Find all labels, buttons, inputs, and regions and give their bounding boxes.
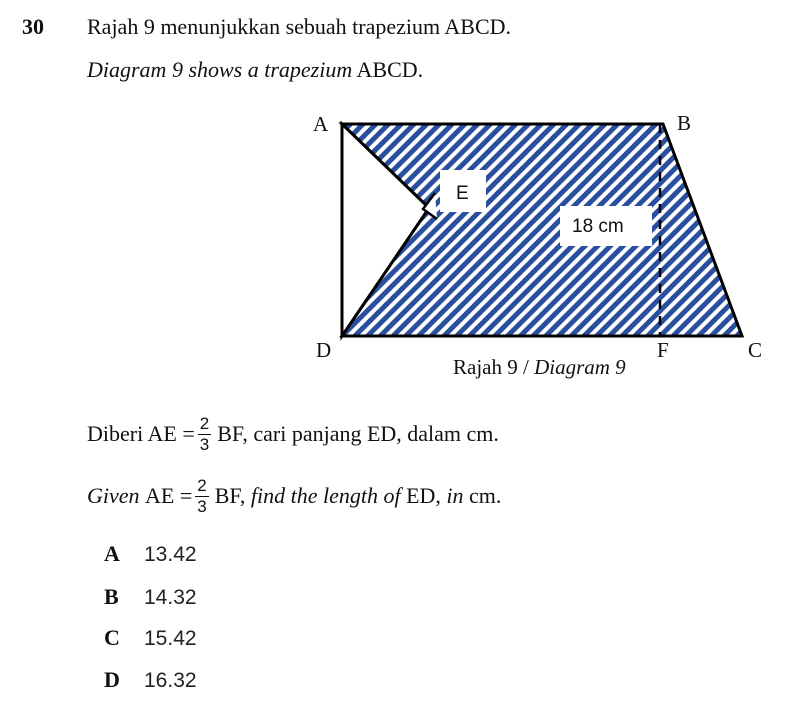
fraction-numerator: 2 — [197, 476, 207, 495]
diagram-caption — [453, 355, 626, 380]
option-letter: D — [104, 667, 120, 692]
option-c[interactable] — [104, 625, 197, 651]
given-en-in: in — [446, 483, 464, 509]
vertex-label-a: A — [313, 112, 329, 136]
fraction-two-thirds — [198, 415, 211, 454]
given-en-unit: cm. — [469, 483, 502, 509]
option-value: 14.32 — [144, 586, 197, 609]
option-value: 16.32 — [144, 669, 197, 692]
vertex-label-b: B — [677, 111, 692, 135]
vertex-label-c: C — [748, 338, 763, 362]
given-en-mid-italic: find the length of — [250, 483, 401, 509]
vertex-label-e: E — [456, 183, 469, 204]
option-letter: B — [104, 584, 119, 609]
option-letter: C — [104, 625, 120, 650]
option-d[interactable] — [104, 667, 197, 693]
vertex-label-d: D — [316, 338, 332, 362]
option-letter: A — [104, 541, 120, 566]
statement-english-plain: ABCD. — [356, 57, 424, 82]
given-en-prefix-plain: AE = — [145, 483, 193, 509]
vertex-label-f: F — [657, 338, 669, 362]
given-ms-suffix: BF, cari panjang ED, dalam cm. — [217, 421, 499, 447]
question-statement-malay: Rajah 9 menunjukkan sebuah trapezium ABCD. — [87, 14, 512, 39]
fraction-denominator: 3 — [199, 434, 210, 454]
fraction-denominator: 3 — [197, 496, 207, 516]
given-statement-malay — [87, 415, 499, 454]
given-en-prefix-italic: Given — [87, 483, 140, 509]
given-statement-english — [87, 477, 501, 516]
caption-italic: Diagram 9 — [534, 355, 626, 379]
fraction-numerator: 2 — [199, 414, 210, 433]
question-number: 30 — [22, 14, 44, 39]
height-label: 18 cm — [572, 216, 624, 237]
given-en-mid-plain: BF, — [214, 483, 246, 509]
given-ms-prefix: Diberi AE = — [87, 421, 195, 447]
statement-english-italic: Diagram 9 shows a trapezium — [87, 57, 353, 82]
option-value: 15.42 — [144, 627, 197, 650]
fraction-two-thirds — [195, 477, 208, 516]
option-b[interactable] — [104, 584, 197, 610]
given-en-ed: ED, — [406, 483, 441, 509]
option-a[interactable] — [104, 541, 197, 567]
option-value: 13.42 — [144, 543, 197, 566]
caption-plain: Rajah 9 / — [453, 355, 535, 379]
